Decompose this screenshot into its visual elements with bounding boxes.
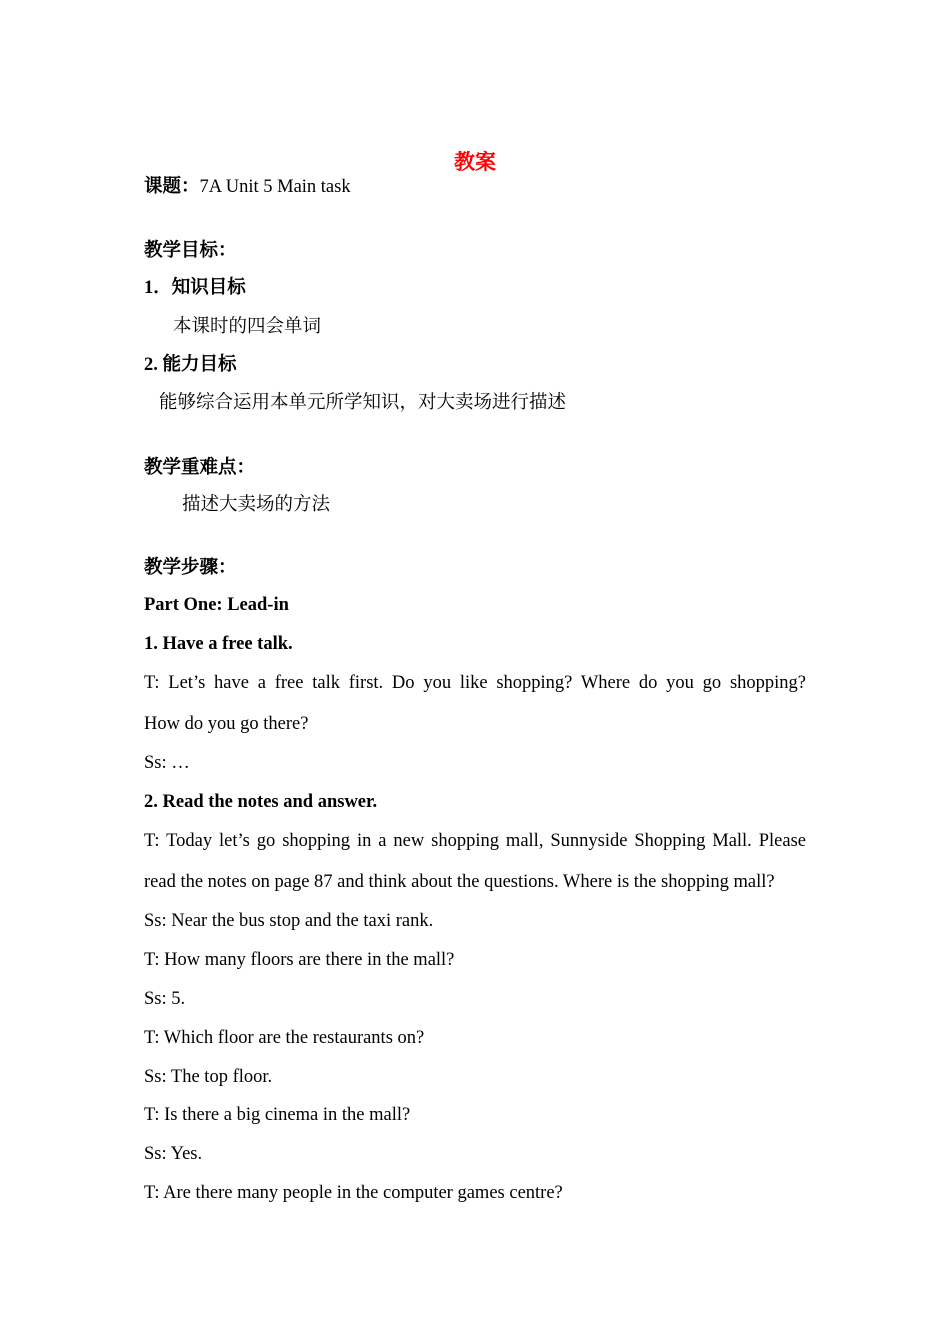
step1-teacher-line1: T: Let’s have a free talk first. Do you like shopping? Where do you go shopping? bbox=[144, 673, 806, 693]
ability-heading: 2. 能力目标 bbox=[144, 355, 237, 375]
subject-line bbox=[144, 176, 351, 198]
step2-teacher-line1: T: Today let’s go shopping in a new shopping mall, Sunnyside Shopping Mall. Please bbox=[144, 831, 806, 851]
dialogue-line: Ss: The top floor. bbox=[144, 1067, 273, 1087]
objectives-heading: 教学目标： bbox=[144, 241, 237, 261]
knowledge-heading: 1．知识目标 bbox=[144, 278, 246, 298]
dialogue-line: Ss: 5. bbox=[144, 989, 186, 1009]
step2-teacher-line2: read the notes on page 87 and think about the questions. Where is the shopping mall? bbox=[144, 872, 775, 892]
step2-heading: 2. Read the notes and answer. bbox=[144, 792, 378, 812]
dialogue-line: Ss: Near the bus stop and the taxi rank. bbox=[144, 911, 434, 931]
step1-heading: 1. Have a free talk. bbox=[144, 634, 293, 654]
keypoints-heading: 教学重难点： bbox=[144, 458, 256, 478]
dialogue-line: T: Which floor are the restaurants on? bbox=[144, 1028, 425, 1048]
knowledge-text: 本课时的四会单词 bbox=[173, 317, 322, 337]
step1-students: Ss: … bbox=[144, 753, 190, 773]
dialogue-line: Ss: Yes. bbox=[144, 1144, 203, 1164]
keypoints-text: 描述大卖场的方法 bbox=[182, 495, 331, 515]
dialogue-line: T: Are there many people in the computer games centre? bbox=[144, 1183, 563, 1203]
part-one-heading: Part One: Lead-in bbox=[144, 595, 289, 615]
ability-text: 能够综合运用本单元所学知识，对大卖场进行描述 bbox=[159, 393, 567, 413]
subject-label: 课题： bbox=[144, 177, 200, 197]
dialogue-line: T: How many floors are there in the mall? bbox=[144, 950, 455, 970]
document-title: 教案 bbox=[454, 150, 496, 174]
dialogue-line: T: Is there a big cinema in the mall? bbox=[144, 1105, 411, 1125]
subject-value: 7A Unit 5 Main task bbox=[199, 177, 351, 197]
step1-teacher-line2: How do you go there? bbox=[144, 714, 309, 734]
steps-heading: 教学步骤： bbox=[144, 558, 237, 578]
